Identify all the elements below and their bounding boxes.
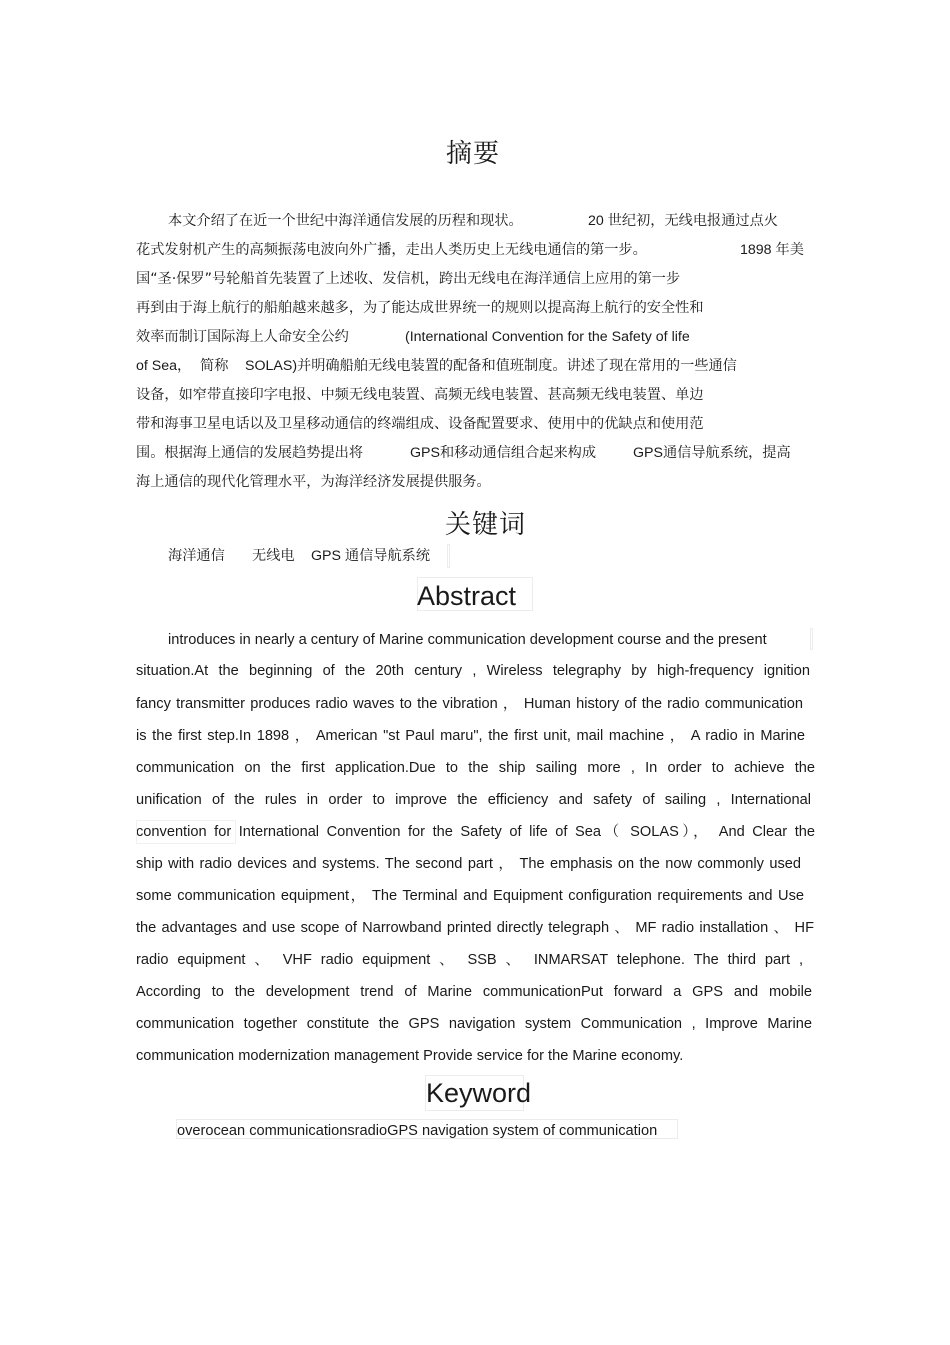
- abstract-cn-line: 效率而制订国际海上人命安全公约: [136, 329, 349, 345]
- keywords-cn-title: 关键词: [445, 510, 527, 540]
- abstract-cn-line: 本文介绍了在近一个世纪中海洋通信发展的历程和现状。: [168, 213, 523, 229]
- abstract-cn-line: SOLAS)并明确船舶无线电装置的配备和值班制度。讲述了现在常用的一些通信: [245, 358, 737, 374]
- abstract-en-title: Abstract: [417, 581, 517, 611]
- abstract-cn-line: 设备，如窄带直接印字电报、中频无线电装置、高频无线电装置、甚高频无线电装置、单边: [136, 387, 704, 403]
- abstract-en-line: fancy transmitter produces radio waves to the vibration ， Human history of the radio communication: [136, 696, 803, 712]
- abstract-en-line: radio equipment 、 VHF radio equipment 、 SSB 、 INMARSAT telephone. The third part ,: [136, 952, 803, 968]
- abstract-cn-line: 1898 年美: [740, 242, 804, 258]
- abstract-en-line: convention for International Convention for the Safety of life of Sea（ SOLAS）， And Clear the: [136, 824, 815, 840]
- abstract-cn-line: 海上通信的现代化管理水平，为海洋经济发展提供服务。: [136, 474, 491, 490]
- divider: [810, 628, 813, 650]
- abstract-cn-title: 摘要: [446, 139, 501, 169]
- abstract-en-line: some communication equipment， The Terminal and Equipment configuration requirements and Use: [136, 888, 804, 904]
- abstract-cn-line: GPS和移动通信组合起来构成: [410, 445, 597, 461]
- abstract-en-line: situation.At the beginning of the 20th century , Wireless telegraphy by high-frequency ignition: [136, 663, 810, 679]
- abstract-cn-line: 花式发射机产生的高频振荡电波向外广播，走出人类历史上无线电通信的第一步。: [136, 242, 647, 258]
- abstract-en-line: introduces in nearly a century of Marine communication development course and the present: [168, 632, 767, 648]
- abstract-cn-line: of Sea，: [136, 358, 192, 374]
- abstract-cn-line: 简称: [200, 358, 229, 374]
- abstract-en-line: unification of the rules in order to improve the efficiency and safety of sailing , International: [136, 792, 811, 808]
- keyword-cn-item: 无线电: [252, 548, 295, 564]
- abstract-cn-line: 再到由于海上航行的船舶越来越多，为了能达成世界统一的规则以提高海上航行的安全性和: [136, 300, 704, 316]
- keyword-cn-item: 海洋通信: [168, 548, 225, 564]
- abstract-en-line: communication on the first application.Due to the ship sailing more , In order to achieve the: [136, 760, 815, 776]
- abstract-cn-line: 围。根据海上通信的发展趋势提出将: [136, 445, 364, 461]
- keyword-cn-item: GPS 通信导航系统: [311, 548, 431, 564]
- abstract-en-line: According to the development trend of Marine communicationPut forward a GPS and mobile: [136, 984, 812, 1000]
- abstract-cn-line: GPS通信导航系统，提高: [633, 445, 791, 461]
- abstract-en-line: ship with radio devices and systems. The second part ， The emphasis on the now commonly used: [136, 856, 801, 872]
- abstract-en-line: communication modernization management Provide service for the Marine economy.: [136, 1048, 684, 1064]
- abstract-en-line: communication together constitute the GPS navigation system Communication , Improve Marine: [136, 1016, 812, 1032]
- keywords-en-text: overocean communicationsradioGPS navigation system of communication: [177, 1123, 658, 1139]
- keywords-en-title: Keyword: [426, 1078, 532, 1108]
- abstract-en-line: is the first step.In 1898 ， American "st Paul maru", the first unit, mail machine ， A radio in Marine: [136, 728, 805, 744]
- divider: [447, 544, 450, 568]
- abstract-cn-line: 国“圣·保罗”号轮船首先装置了上述收、发信机，跨出无线电在海洋通信上应用的第一步: [136, 271, 681, 287]
- abstract-cn-line: 带和海事卫星电话以及卫星移动通信的终端组成、设备配置要求、使用中的优缺点和使用范: [136, 416, 704, 432]
- abstract-en-line: the advantages and use scope of Narrowband printed directly telegraph 、 MF radio installation 、 HF: [136, 920, 814, 936]
- abstract-cn-line: (International Convention for the Safety of life: [405, 329, 690, 345]
- abstract-cn-line: 20 世纪初，无线电报通过点火: [588, 213, 778, 229]
